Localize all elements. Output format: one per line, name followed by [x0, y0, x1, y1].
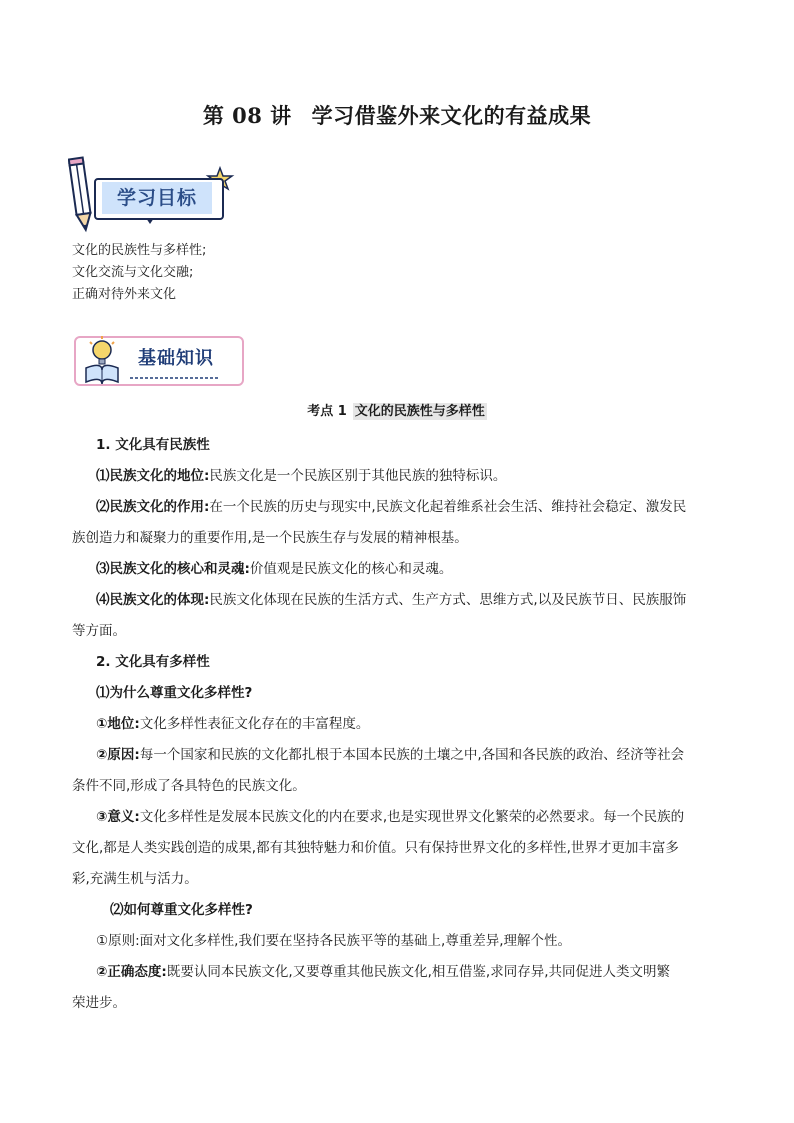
section-heading	[0, 400, 794, 419]
paragraph: ②正确态度:既要认同本民族文化,又要尊重其他民族文化,相互借鉴,求同存异,共同促进人类文明繁	[96, 964, 671, 980]
goal-item: 文化的民族性与多样性;	[72, 243, 207, 258]
paragraph: ③意义:文化多样性是发展本民族文化的内在要求,也是实现世界文化繁荣的必然要求。每一个民族的	[96, 809, 685, 825]
learning-goals-badge	[68, 156, 238, 234]
learning-goals-label: 学习目标	[102, 182, 212, 214]
paragraph-continuation: 条件不同,形成了各具特色的民族文化。	[72, 778, 306, 794]
paragraph-continuation: 荣进步。	[72, 995, 126, 1011]
paragraph-continuation: 彩,充满生机与活力。	[72, 871, 198, 887]
paragraph: ①地位:文化多样性表征文化存在的丰富程度。	[96, 716, 370, 732]
lesson-title: 学习借鉴外来文化的有益成果	[311, 103, 592, 128]
goal-item: 正确对待外来文化	[72, 287, 177, 302]
basic-knowledge-badge	[70, 332, 248, 388]
lesson-number: 第 08 讲	[202, 103, 292, 128]
paragraph-continuation: 族创造力和凝聚力的重要作用,是一个民族生存与发展的精神根基。	[72, 530, 468, 546]
paragraph: ⑷民族文化的体现:民族文化体现在民族的生活方式、生产方式、思维方式,以及民族节日、民族服饰	[96, 592, 687, 608]
question-1: ⑴为什么尊重文化多样性?	[96, 685, 253, 701]
paragraph: ⑴民族文化的地位:民族文化是一个民族区别于其他民族的独特标识。	[96, 468, 507, 484]
paragraph: ②原因:每一个国家和民族的文化都扎根于本国本民族的土壤之中,各国和各民族的政治、经济等社会	[96, 747, 685, 763]
badge-stripes	[130, 376, 230, 384]
heading-1: 1. 文化具有民族性	[96, 437, 210, 453]
paragraph: ⑵民族文化的作用:在一个民族的历史与现实中,民族文化起着维系社会生活、维持社会稳定、激发民	[96, 499, 687, 515]
question-2: ⑵如何尊重文化多样性?	[110, 902, 253, 918]
section-prefix: 考点 1	[307, 404, 347, 419]
paragraph-continuation: 等方面。	[72, 623, 126, 639]
goal-item: 文化交流与文化交融;	[72, 265, 194, 280]
heading-2: 2. 文化具有多样性	[96, 654, 210, 670]
learning-goals-list	[72, 240, 206, 306]
content-body	[72, 430, 726, 1019]
paragraph: ⑶民族文化的核心和灵魂:价值观是民族文化的核心和灵魂。	[96, 561, 453, 577]
page-title	[0, 100, 794, 130]
section-name: 文化的民族性与多样性	[354, 404, 485, 419]
basic-knowledge-label: 基础知识	[138, 348, 214, 369]
paragraph: ①原则:面对文化多样性,我们要在坚持各民族平等的基础上,尊重差异,理解个性。	[96, 933, 572, 949]
paragraph-continuation: 文化,都是人类实践创造的成果,都有其独特魅力和价值。只有保持世界文化的多样性,世界才更加丰富多	[72, 840, 679, 856]
